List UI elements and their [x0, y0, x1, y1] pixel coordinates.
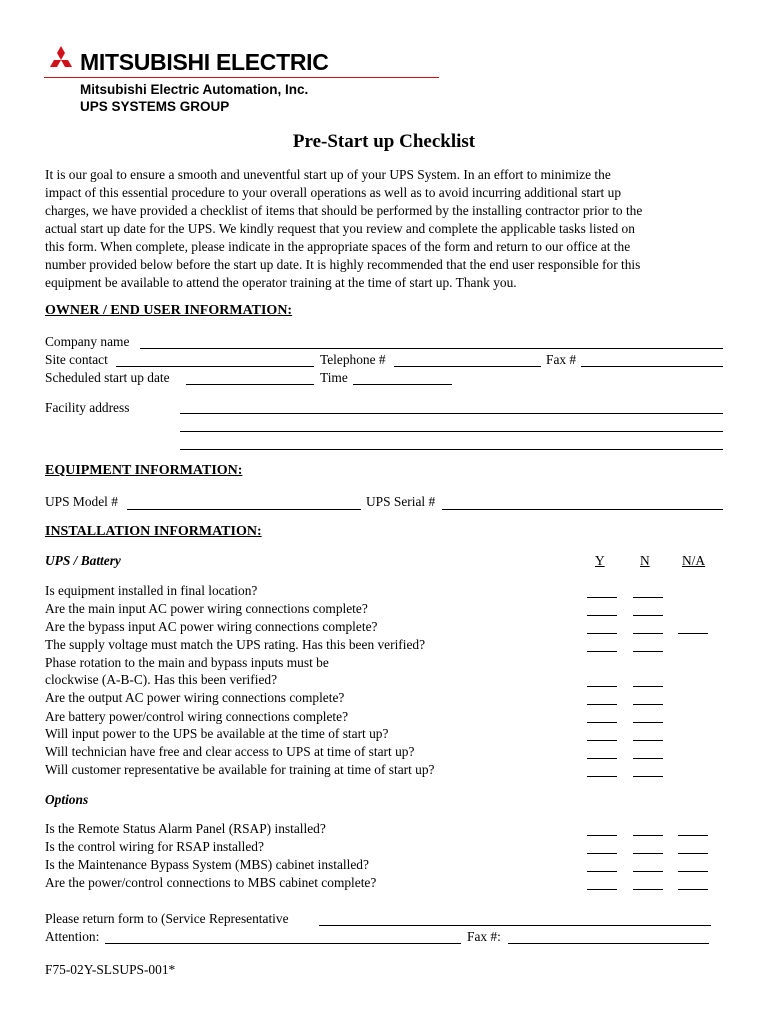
answer-na-blank[interactable] — [678, 853, 708, 854]
answer-y-blank[interactable] — [587, 871, 617, 872]
question-item: Is equipment installed in final location? — [45, 583, 258, 598]
mitsubishi-three-diamonds-logo-icon — [46, 46, 76, 74]
ups-battery-subheading: UPS / Battery — [45, 553, 121, 568]
answer-y-blank[interactable] — [587, 615, 617, 616]
form-code: F75-02Y-SLSUPS-001* — [45, 962, 176, 977]
site-contact-label: Site contact — [45, 352, 108, 367]
question-item: Are the main input AC power wiring connections complete? — [45, 601, 368, 616]
column-na: N/A — [682, 553, 706, 568]
page-title: Pre-Start up Checklist — [292, 131, 476, 152]
return-form-label: Please return form to (Service Representative — [45, 911, 289, 926]
answer-na-blank[interactable] — [678, 835, 708, 836]
answer-na-blank[interactable] — [678, 633, 708, 634]
answer-n-blank[interactable] — [633, 633, 663, 634]
question-item: Are the bypass input AC power wiring connections complete? — [45, 619, 378, 634]
owner-info-heading: OWNER / END USER INFORMATION: — [45, 303, 293, 318]
return-fax-field[interactable] — [508, 943, 709, 944]
answer-n-blank[interactable] — [633, 758, 663, 759]
company-name-label: Company name — [45, 334, 130, 349]
scheduled-date-label: Scheduled start up date — [45, 370, 170, 385]
ups-model-label: UPS Model # — [45, 494, 118, 509]
facility-address-label: Facility address — [45, 400, 130, 415]
answer-n-blank[interactable] — [633, 835, 663, 836]
answer-n-blank[interactable] — [633, 889, 663, 890]
option-item: Is the control wiring for RSAP installed? — [45, 839, 264, 854]
answer-na-blank[interactable] — [678, 889, 708, 890]
question-item: Will customer representative be available for training at time of start up? — [45, 762, 435, 777]
intro-paragraph: It is our goal to ensure a smooth and uneventful start up of your UPS System. In an effort to minimize the impact of this essential procedure to your overall operations as well as to avoid incurring additional start up charges, we have provided a checklist of items that should be performed by the installing contractor prior to the actual start up date for the UPS. We kindly request that you review and complete the applicable tasks listed on this form. When complete, please indicate in the appropriate spaces of the form and return to our office at the number provided below before the start up date. It is highly recommended that the end user responsible for this equipment be available to attend the operator training at the time of start up. Thank you. — [45, 167, 643, 290]
facility-address-line-3[interactable] — [180, 449, 723, 450]
brand-name: MITSUBISHI ELECTRIC — [80, 49, 329, 75]
answer-y-blank[interactable] — [587, 758, 617, 759]
facility-address-line-2[interactable] — [180, 431, 723, 432]
answer-n-blank[interactable] — [633, 853, 663, 854]
column-yes: Y — [595, 553, 605, 568]
answer-y-blank[interactable] — [587, 740, 617, 741]
answer-n-blank[interactable] — [633, 704, 663, 705]
answer-y-blank[interactable] — [587, 633, 617, 634]
header-rule — [44, 77, 439, 78]
group-name: UPS SYSTEMS GROUP — [80, 99, 230, 114]
answer-n-blank[interactable] — [633, 871, 663, 872]
question-item: Phase rotation to the main and bypass inputs must be — [45, 655, 329, 670]
answer-y-blank[interactable] — [587, 597, 617, 598]
options-subheading: Options — [45, 792, 89, 807]
fax-field[interactable] — [581, 366, 723, 367]
telephone-field[interactable] — [394, 366, 541, 367]
answer-y-blank[interactable] — [587, 889, 617, 890]
answer-y-blank[interactable] — [587, 853, 617, 854]
question-item: The supply voltage must match the UPS rating. Has this been verified? — [45, 637, 426, 652]
company-name-field[interactable] — [140, 348, 723, 349]
facility-address-line-1[interactable] — [180, 413, 723, 414]
answer-n-blank[interactable] — [633, 722, 663, 723]
attention-field[interactable] — [105, 943, 461, 944]
ups-serial-label: UPS Serial # — [366, 494, 436, 509]
answer-n-blank[interactable] — [633, 615, 663, 616]
fax-label: Fax # — [546, 352, 577, 367]
question-item: Will input power to the UPS be available at the time of start up? — [45, 726, 389, 741]
answer-y-blank[interactable] — [587, 686, 617, 687]
attention-label: Attention: — [45, 929, 100, 944]
equipment-info-heading: EQUIPMENT INFORMATION: — [45, 463, 243, 478]
answer-n-blank[interactable] — [633, 597, 663, 598]
ups-model-field[interactable] — [127, 509, 361, 510]
question-item: Are the output AC power wiring connections complete? — [45, 690, 345, 705]
answer-n-blank[interactable] — [633, 740, 663, 741]
service-representative-field[interactable] — [319, 925, 711, 926]
company-name: Mitsubishi Electric Automation, Inc. — [80, 82, 309, 97]
scheduled-date-field[interactable] — [186, 384, 314, 385]
option-item: Is the Maintenance Bypass System (MBS) cabinet installed? — [45, 857, 369, 872]
answer-y-blank[interactable] — [587, 704, 617, 705]
question-item: Are battery power/control wiring connections complete? — [45, 709, 349, 724]
time-field[interactable] — [353, 384, 452, 385]
answer-n-blank[interactable] — [633, 651, 663, 652]
answer-y-blank[interactable] — [587, 722, 617, 723]
answer-y-blank[interactable] — [587, 776, 617, 777]
answer-na-blank[interactable] — [678, 871, 708, 872]
installation-info-heading: INSTALLATION INFORMATION: — [45, 524, 262, 539]
answer-y-blank[interactable] — [587, 651, 617, 652]
answer-y-blank[interactable] — [587, 835, 617, 836]
column-no: N — [640, 553, 650, 568]
question-item: clockwise (A-B-C). Has this been verified? — [45, 672, 278, 687]
time-label: Time — [320, 370, 348, 385]
answer-n-blank[interactable] — [633, 686, 663, 687]
telephone-label: Telephone # — [320, 352, 386, 367]
ups-serial-field[interactable] — [442, 509, 723, 510]
return-fax-label: Fax #: — [467, 929, 501, 944]
option-item: Is the Remote Status Alarm Panel (RSAP) installed? — [45, 821, 326, 836]
question-item: Will technician have free and clear access to UPS at time of start up? — [45, 744, 415, 759]
option-item: Are the power/control connections to MBS cabinet complete? — [45, 875, 377, 890]
answer-n-blank[interactable] — [633, 776, 663, 777]
site-contact-field[interactable] — [116, 366, 314, 367]
